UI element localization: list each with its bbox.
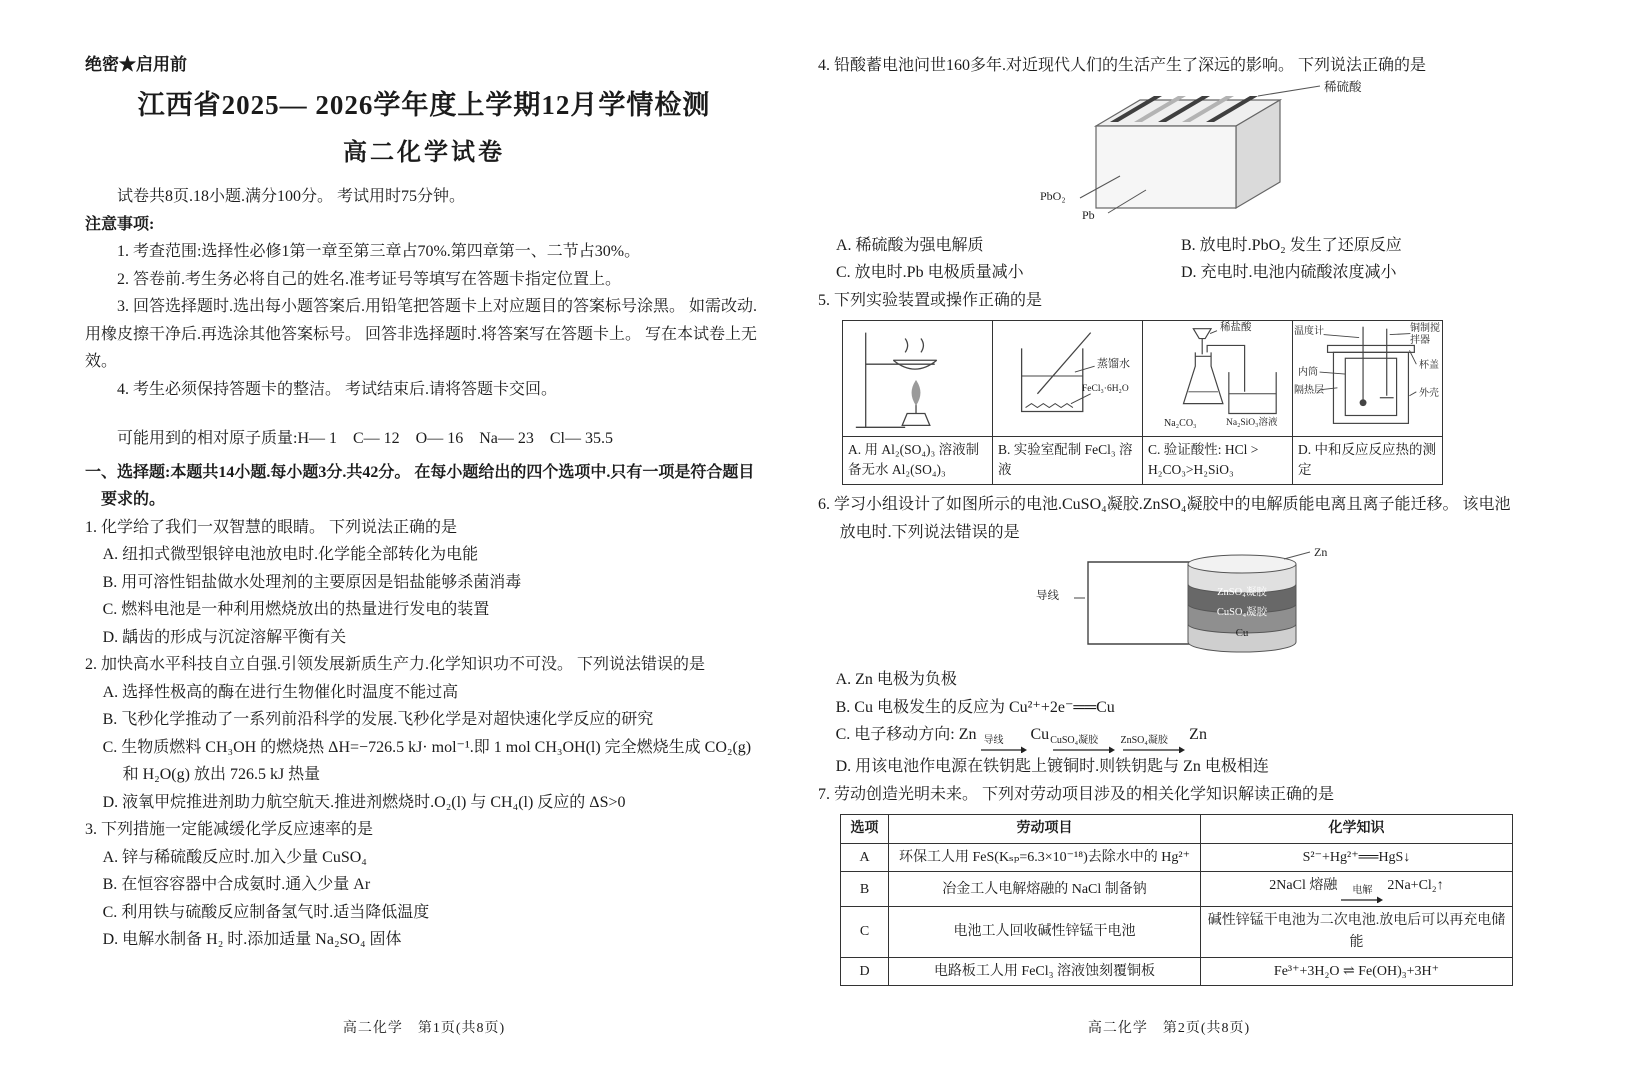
page-footer: 高二化学 第2页(共8页) (1087, 1021, 1251, 1036)
q5-figure-d (1293, 321, 1443, 437)
arrow-label: CuSO₄凝胶 (1050, 735, 1099, 746)
na2co3-label: Na₂CO₃ (1164, 418, 1197, 429)
question-option: D. 电解水制备 H₂ 时.添加适量 Na₂SO₄ 固体 (102, 931, 402, 948)
inner-cup-label: 内筒 (1298, 367, 1318, 378)
evaporation-heating-icon (844, 322, 990, 434)
reaction-arrow (1120, 735, 1185, 753)
arrow-label: ZnSO₄凝胶 (1120, 735, 1168, 746)
arrow-icon (1341, 896, 1383, 903)
q5-caption-a: A. 用 Al₂(SO₄)₃ 溶液制备无水 Al₂(SO₄)₃ (843, 437, 993, 485)
pbo2-label: PbO₂ (1040, 188, 1066, 203)
question-option: D. 龋齿的形成与沉淀溶解平衡有关 (102, 628, 347, 646)
question-option: B. 在恒容容器中合成氨时.通入少量 Ar (102, 876, 371, 893)
fecl3-hydrate-label: FeCl₃·6H₂O (1082, 384, 1129, 394)
question-option: C. 放电时.Pb 电极质量减小 (836, 264, 1024, 281)
arrow-label: 电解 (1352, 885, 1373, 897)
znso4-gel-label: ZnSO₄凝胶 (1217, 587, 1267, 598)
question-stem: 4. 铅酸蓄电池问世160多年.对近现代人们的生活产生了深远的影响。 下列说法正确的是 (818, 57, 1427, 74)
chem-knowledge (1201, 872, 1513, 907)
labor-project: 电池工人回收碱性锌锰干电池 (889, 907, 1201, 957)
question-option: B. 放电时.PbO₂ 发生了还原反应 (1181, 236, 1402, 254)
page-1 (85, 0, 763, 1079)
notice-item: 4. 考生必须保持答题卡的整洁。 考试结束后.请将答题卡交回。 (117, 380, 558, 398)
outer-shell-label: 外壳 (1419, 388, 1439, 399)
pb-label: Pb (1082, 207, 1095, 222)
question-7 (818, 781, 1520, 987)
paper-title: 江西省2025— 2026学年度上学期12月学情检测 (137, 90, 711, 120)
notice-item: 3. 回答选择题时.选出每小题答案后.用铅笔把答题卡上对应题目的答案标号涂黑。 如需改动.用橡皮擦干净后.再选涂其他答案标号。 回答非选择题时.将答案写在答题卡上。 写在本试卷上无效。 (85, 298, 758, 370)
copper-stirrer-label: 铜制搅拌器 (1410, 323, 1440, 346)
zn-label: Zn (1314, 545, 1328, 559)
table-row (841, 843, 1513, 872)
lead-acid-battery-figure (818, 80, 1520, 232)
q5-caption-d: D. 中和反应反应热的测定 (1293, 437, 1443, 485)
wire-label: 导线 (1036, 590, 1059, 602)
question-option-c (836, 721, 1520, 753)
lead-acid-battery-icon (1058, 80, 1358, 225)
question-1 (85, 514, 763, 652)
thermometer-label: 温度计 (1294, 326, 1324, 337)
arrow-icon (981, 746, 1027, 753)
paper-subtitle: 高二化学试卷 (343, 140, 505, 166)
q5-figure-a (843, 321, 993, 437)
question-option: B. Cu 电极发生的反应为 Cu²⁺+2e⁻══Cu (835, 698, 1115, 716)
q5-figure-c (1143, 321, 1293, 437)
question-option: B. 用可溶性铝盐做水处理剂的主要原因是铝盐能够杀菌消毒 (102, 573, 522, 591)
question-stem: 1. 化学给了我们一双智慧的眼睛。 下列说法正确的是 (85, 518, 458, 536)
question-2 (85, 651, 763, 816)
question-stem: 7. 劳动创造光明未来。 下列对劳动项目涉及的相关化学知识解读正确的是 (818, 785, 1335, 803)
section-heading: 一、选择题:本题共14小题.每小题3分.共42分。 在每小题给出的四个选项中.只有一项是符合题目要求的。 (85, 463, 755, 508)
option-letter: C (841, 907, 889, 957)
option-letter: D (841, 957, 889, 986)
page-footer: 高二化学 第1页(共8页) (342, 1021, 506, 1036)
question-option: C. 燃料电池是一种利用燃烧放出的热量进行发电的装置 (102, 601, 490, 618)
notice-item: 2. 答卷前.考生务必将自己的姓名.准考证号等填写在答题卡指定位置上。 (117, 270, 622, 288)
labor-project: 电路板工人用 FeCl₃ 溶液蚀刻覆铜板 (889, 957, 1201, 986)
notice-item: 1. 考查范围:选择性必修1第一章至第三章占70%.第四章第一、二节占30%。 (117, 243, 641, 260)
question-stem: 5. 下列实验装置或操作正确的是 (818, 291, 1043, 309)
option-letter: A (841, 843, 889, 872)
arrow-icon (1053, 746, 1115, 753)
q5-caption-c: C. 验证酸性: HCl > H₂CO₃>H₂SiO₃ (1143, 437, 1293, 485)
question-option: A. 纽扣式微型银锌电池放电时.化学能全部转化为电能 (102, 546, 479, 563)
labor-project: 冶金工人电解熔融的 NaCl 制备钠 (889, 872, 1201, 907)
question-6 (818, 491, 1520, 781)
equation-part: 2Na+Cl₂↑ (1387, 878, 1444, 894)
secrecy-notice: 绝密★启用前 (85, 55, 187, 74)
question-stem: 3. 下列措施一定能减缓化学反应速率的是 (85, 821, 374, 838)
reaction-arrow: 导线 (981, 735, 1027, 753)
table-row (841, 907, 1513, 957)
gel-battery-icon (1070, 545, 1330, 660)
equation-part: 2NaCl 熔融 (1269, 878, 1338, 894)
option-text: Zn (1189, 726, 1207, 743)
q5-apparatus-table (842, 320, 1443, 485)
question-3 (85, 816, 763, 954)
option-text: C. 电子移动方向: Zn (835, 726, 977, 743)
question-4 (818, 52, 1520, 287)
option-row (818, 232, 1520, 260)
chem-knowledge: 碱性锌锰干电池为二次电池.放电后可以再充电储能 (1201, 907, 1513, 957)
question-stem: 2. 加快高水平科技自立自强.引领发展新质生产力.化学知识功不可没。 下列说法错误的是 (85, 656, 706, 673)
column-header: 选项 (841, 815, 889, 844)
option-row (818, 259, 1520, 287)
question-option: A. 稀硫酸为强电解质 (836, 236, 984, 254)
atomic-mass-note: 可能用到的相对原子质量:H— 1 C— 12 O— 16 Na— 23 Cl— 35.5 (117, 430, 614, 447)
option-letter: B (841, 872, 889, 907)
cu-label: Cu (1235, 627, 1249, 639)
q5-caption-b: B. 实验室配制 FeCl₃ 溶液 (993, 437, 1143, 485)
paper-meta: 试卷共8页.18小题.满分100分。 考试用时75分钟。 (117, 188, 466, 205)
table-row (841, 872, 1513, 907)
arrow-icon (1123, 746, 1185, 753)
labor-project: 环保工人用 FeS(Kₛₚ=6.3×10⁻¹⁸)去除水中的 Hg²⁺ (889, 843, 1201, 872)
chem-knowledge: Fe³⁺+3H₂O ⇌ Fe(OH)₃+3H⁺ (1201, 957, 1513, 986)
dilute-sulfuric-acid-label: 稀硫酸 (1324, 79, 1362, 94)
distilled-water-label: 蒸馏水 (1097, 358, 1130, 370)
question-stem: 6. 学习小组设计了如图所示的电池.CuSO₄凝胶.ZnSO₄凝胶中的电解质能电离且离子能迁移。 该电池放电时.下列说法错误的是 (818, 496, 1511, 541)
cuso4-gel-label: CuSO₄凝胶 (1216, 607, 1268, 618)
question-option: C. 生物质燃料 CH₃OH 的燃烧热 ΔH=−726.5 kJ· mol⁻¹.即 1 mol CH₃OH(l) 完全燃烧生成 CO₂(g) 和 H₂O(g) 放出 726.5 kJ 热量 (102, 738, 752, 783)
column-header: 劳动项目 (889, 815, 1201, 844)
question-5 (818, 287, 1520, 486)
na2sio3-label: Na₂SiO₃溶液 (1226, 418, 1278, 428)
question-option: A. 选择性极高的酶在进行生物催化时温度不能过高 (102, 683, 459, 701)
question-option: D. 充电时.电池内硫酸浓度减小 (1181, 264, 1397, 281)
reaction-arrow (1050, 735, 1115, 753)
q7-labor-table (840, 814, 1513, 986)
question-option: D. 液氧甲烷推进剂助力航空航天.推进剂燃烧时.O₂(l) 与 CH₄(l) 反应的 ΔS>0 (102, 793, 626, 811)
beaker-stirring-icon (994, 322, 1140, 434)
question-option: A. 锌与稀硫酸反应时.加入少量 CuSO₄ (102, 848, 367, 866)
insulation-label: 隔热层 (1294, 385, 1324, 396)
question-option: A. Zn 电极为负极 (835, 671, 957, 688)
question-option: B. 飞秒化学推动了一系列前沿科学的发展.飞秒化学是对超快速化学反应的研究 (102, 711, 654, 728)
table-row (841, 957, 1513, 986)
question-option: C. 利用铁与硫酸反应制备氢气时.适当降低温度 (102, 903, 430, 921)
option-text: Cu (1030, 726, 1050, 743)
gel-battery-figure (818, 546, 1520, 666)
lid-label: 杯盖 (1419, 360, 1439, 371)
notice-heading: 注意事项: (85, 215, 155, 233)
column-header: 化学知识 (1201, 815, 1513, 844)
q5-figure-b (993, 321, 1143, 437)
page-2 (818, 0, 1520, 1079)
table-header-row (841, 815, 1513, 844)
reaction-arrow (1341, 885, 1383, 903)
dilute-hcl-label: 稀盐酸 (1220, 322, 1252, 333)
chem-knowledge: S²⁻+Hg²⁺══HgS↓ (1201, 843, 1513, 872)
question-option: D. 用该电池作电源在铁钥匙上镀铜时.则铁钥匙与 Zn 电极相连 (835, 758, 1269, 775)
